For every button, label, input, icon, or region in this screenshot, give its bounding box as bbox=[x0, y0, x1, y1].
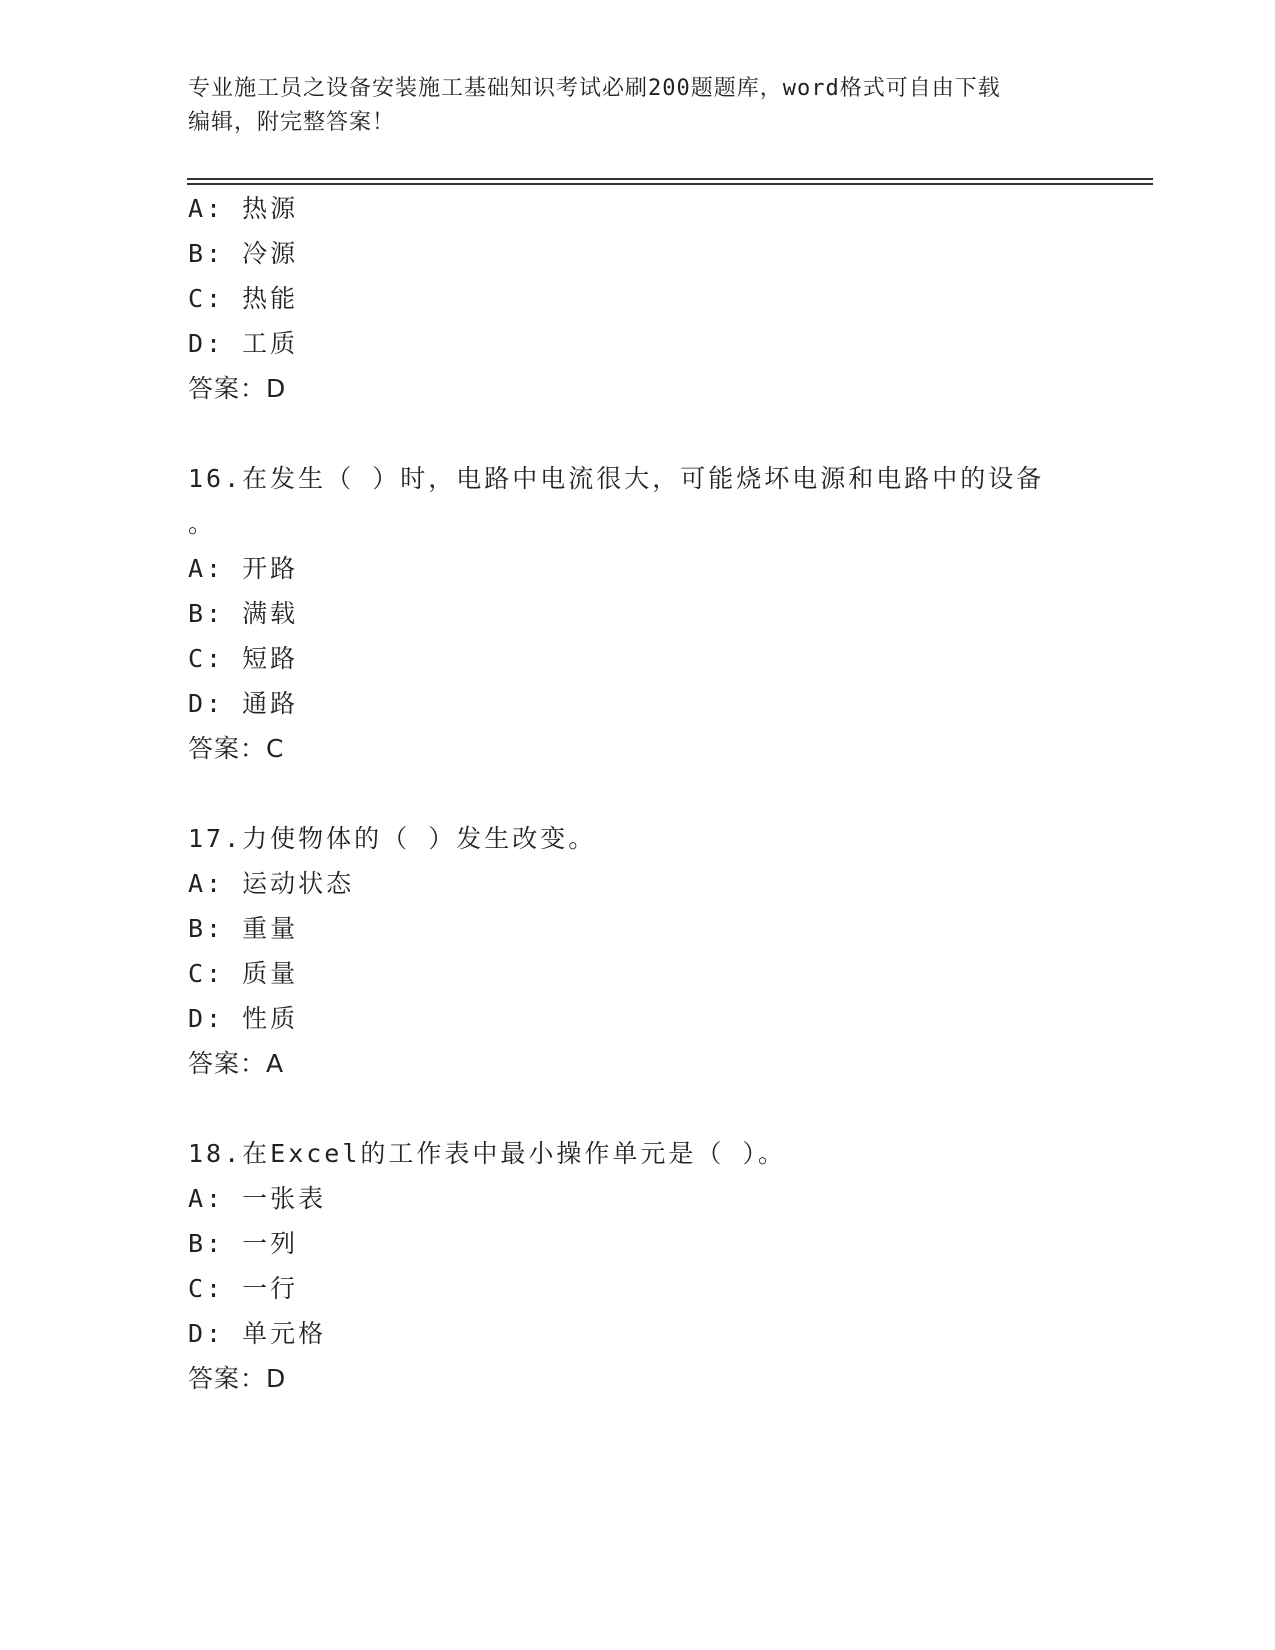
q18-option-a: A: 一张表 bbox=[188, 1184, 327, 1213]
q18-option-d: D: 单元格 bbox=[188, 1319, 327, 1348]
header-title-line-1: 专业施工员之设备安装施工基础知识考试必刷200题题库，word格式可自由下载 bbox=[188, 76, 1001, 101]
q15-answer: 答案：D bbox=[188, 374, 287, 403]
q16-option-c: C: 短路 bbox=[188, 644, 299, 673]
q16-option-b: B: 满载 bbox=[188, 599, 299, 628]
header-divider-bottom bbox=[187, 183, 1153, 185]
q15-option-d: D: 工质 bbox=[188, 329, 299, 358]
header-divider-top bbox=[187, 178, 1153, 180]
q16-question-line-2: 。 bbox=[188, 509, 217, 538]
q18-option-c: C: 一行 bbox=[188, 1274, 299, 1303]
q16-option-d: D: 通路 bbox=[188, 689, 299, 718]
q17-question: 17.力使物体的（ ）发生改变。 bbox=[188, 824, 597, 853]
q18-question: 18.在Excel的工作表中最小操作单元是（ ）。 bbox=[188, 1139, 786, 1168]
q17-option-d: D: 性质 bbox=[188, 1004, 299, 1033]
q17-answer: 答案：A bbox=[188, 1049, 285, 1078]
q15-option-b: B: 冷源 bbox=[188, 239, 299, 268]
q15-option-c: C: 热能 bbox=[188, 284, 299, 313]
q16-option-a: A: 开路 bbox=[188, 554, 299, 583]
q17-option-a: A: 运动状态 bbox=[188, 869, 355, 898]
q16-question-line-1: 16.在发生（ ）时，电路中电流很大，可能烧坏电源和电路中的设备 bbox=[188, 464, 1045, 493]
document-header bbox=[188, 72, 1088, 140]
q15-option-a: A: 热源 bbox=[188, 194, 299, 223]
q16-answer: 答案：C bbox=[188, 734, 285, 763]
header-title-line-2: 编辑，附完整答案！ bbox=[188, 110, 396, 135]
q18-answer: 答案：D bbox=[188, 1364, 287, 1393]
q17-option-b: B: 重量 bbox=[188, 914, 299, 943]
q17-option-c: C: 质量 bbox=[188, 959, 299, 988]
q18-option-b: B: 一列 bbox=[188, 1229, 299, 1258]
